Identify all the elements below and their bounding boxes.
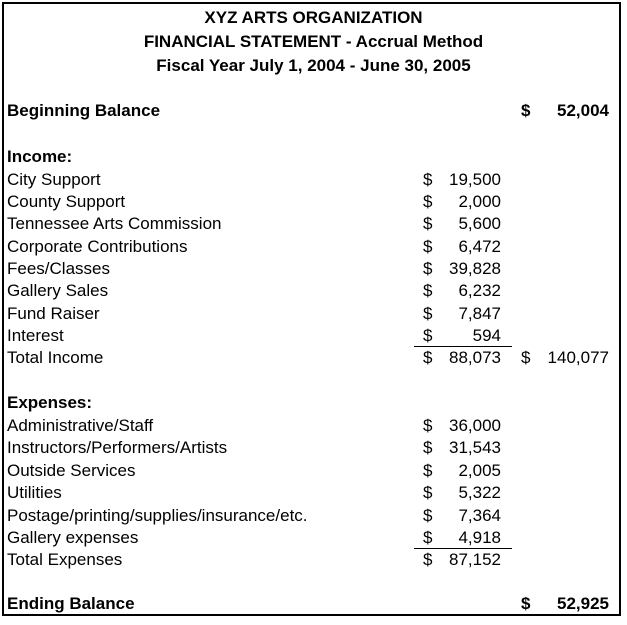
running-total-amount: 140,077 (547, 348, 609, 367)
income-item-currency: $ (423, 259, 433, 278)
income-item-currency: $ (423, 304, 433, 323)
expense-item-currency: $ (423, 528, 433, 547)
table-row (7, 437, 619, 459)
income-item-currency: $ (423, 170, 433, 189)
expense-item-currency: $ (423, 483, 433, 502)
ending-balance-label: Ending Balance (7, 594, 135, 613)
table-row (7, 213, 619, 235)
beginning-balance-amount: 52,004 (557, 101, 609, 120)
table-row (7, 505, 619, 527)
total-expenses-label: Total Expenses (7, 550, 123, 569)
expense-item-label: Instructors/Performers/Artists (7, 438, 228, 457)
expense-item-amount: 36,000 (449, 416, 501, 435)
income-item-amount: 6,472 (458, 237, 501, 256)
income-item-amount: 2,000 (458, 192, 501, 211)
total-income-currency: $ (423, 348, 433, 367)
expense-item-currency: $ (423, 461, 433, 480)
expense-item-amount: 5,322 (458, 483, 501, 502)
table-row (7, 527, 619, 549)
expenses-heading: Expenses: (7, 393, 93, 412)
income-item-currency: $ (423, 326, 433, 345)
income-item-label: Gallery Sales (7, 281, 109, 300)
running-total-currency: $ (521, 348, 531, 367)
total-income-row (7, 347, 619, 369)
expense-item-label: Utilities (7, 483, 62, 502)
income-item-label: City Support (7, 170, 101, 189)
income-heading: Income: (7, 147, 73, 166)
table-row (7, 280, 619, 302)
table-row (7, 236, 619, 258)
income-item-currency: $ (423, 192, 433, 211)
expense-item-label: Outside Services (7, 461, 136, 480)
table-row (7, 303, 619, 325)
org-title: XYZ ARTS ORGANIZATION (204, 8, 423, 27)
income-item-label: Tennessee Arts Commission (7, 214, 222, 233)
income-item-amount: 7,847 (458, 304, 501, 323)
income-item-label: Interest (7, 326, 64, 345)
ending-balance-currency: $ (521, 594, 531, 613)
income-item-amount: 39,828 (449, 259, 501, 278)
income-item-amount: 594 (472, 326, 501, 345)
total-income-amount: 88,073 (449, 348, 501, 367)
total-income-label: Total Income (7, 348, 104, 367)
table-row (7, 482, 619, 504)
table-row (7, 325, 619, 347)
expense-item-currency: $ (423, 416, 433, 435)
beginning-balance-currency: $ (521, 101, 531, 120)
income-item-amount: 5,600 (458, 214, 501, 233)
total-expenses-amount: 87,152 (449, 550, 501, 569)
income-item-label: Corporate Contributions (7, 237, 188, 256)
table-row (7, 460, 619, 482)
expense-item-currency: $ (423, 506, 433, 525)
beginning-balance-label: Beginning Balance (7, 101, 161, 120)
table-row (7, 258, 619, 280)
beginning-balance-row (7, 100, 619, 122)
income-item-amount: 6,232 (458, 281, 501, 300)
table-row (7, 169, 619, 191)
fiscal-year: Fiscal Year July 1, 2004 - June 30, 2005 (156, 56, 471, 75)
total-expenses-currency: $ (423, 550, 433, 569)
table-row (7, 415, 619, 437)
income-item-amount: 19,500 (449, 170, 501, 189)
expense-item-label: Administrative/Staff (7, 416, 154, 435)
income-item-label: Fees/Classes (7, 259, 110, 278)
expense-item-label: Postage/printing/supplies/insurance/etc. (7, 506, 308, 525)
ending-balance-amount: 52,925 (557, 594, 609, 613)
income-item-currency: $ (423, 237, 433, 256)
ending-balance-row (7, 593, 619, 615)
income-item-label: Fund Raiser (7, 304, 100, 323)
income-item-currency: $ (423, 281, 433, 300)
income-item-currency: $ (423, 214, 433, 233)
statement-title: FINANCIAL STATEMENT - Accrual Method (143, 32, 484, 51)
income-item-label: County Support (7, 192, 126, 211)
expenses-heading-row (7, 392, 619, 414)
income-heading-row (7, 146, 619, 168)
expense-item-amount: 7,364 (458, 506, 501, 525)
expense-item-amount: 2,005 (458, 461, 501, 480)
expense-item-amount: 4,918 (458, 528, 501, 547)
expense-item-label: Gallery expenses (7, 528, 139, 547)
table-row (7, 191, 619, 213)
total-expenses-row (7, 549, 619, 571)
expense-item-amount: 31,543 (449, 438, 501, 457)
expense-item-currency: $ (423, 438, 433, 457)
